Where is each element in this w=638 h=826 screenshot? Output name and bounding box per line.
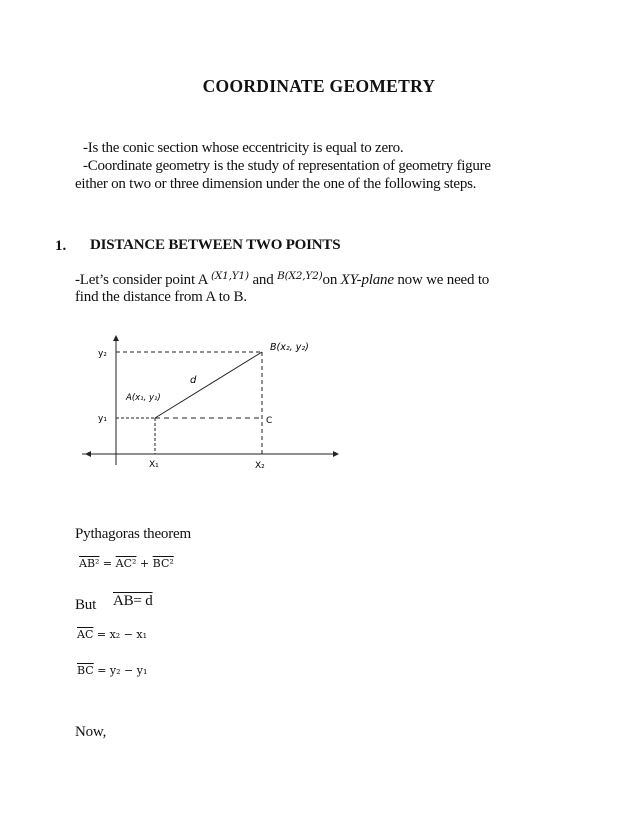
on-word: on [322, 272, 341, 288]
ab-equals-d [113, 593, 153, 610]
section-line-1 [75, 272, 489, 289]
eq1-plus: + [136, 557, 153, 570]
label-y2: y₂ [98, 349, 107, 359]
page-title: COORDINATE GEOMETRY [202, 76, 436, 96]
eq3-rest: = y₂ − y₁ [93, 664, 148, 677]
eq2-ac: $\overline{AC}$ [77, 628, 94, 641]
pythagoras-heading: Pythagoras theorem [75, 526, 191, 542]
eq1-bc: BC² [152, 557, 174, 570]
ab-equals-d-text: AB= d [113, 593, 153, 609]
and-word: and [248, 272, 278, 288]
now-text: Now, [75, 724, 107, 740]
distance-diagram [80, 330, 350, 475]
label-x1: X₁ [149, 460, 159, 470]
point-b-coords: B(X2,Y2) [277, 270, 323, 282]
intro-line-1: -Is the conic section whose eccentricity is equal to zero. [83, 140, 404, 156]
eq1-equals: = [99, 557, 116, 570]
eq1-ab: AB² [79, 557, 100, 570]
equation-pythagoras [79, 557, 174, 570]
intro-line-3: either on two or three dimension under the one of the following steps. [75, 176, 477, 192]
equation-ac [77, 628, 147, 641]
label-y1: y₁ [98, 414, 107, 424]
xy-plane: XY-plane [340, 272, 394, 288]
section-heading: DISTANCE BETWEEN TWO POINTS [90, 237, 341, 253]
segment-ab [155, 352, 262, 418]
but-word: But [75, 597, 97, 613]
label-x2: X₂ [255, 461, 265, 471]
eq3-bc: $\overline{BC}$ [77, 664, 94, 677]
label-point-b: B(x₂, y₂) [270, 342, 309, 353]
line1-prefix: -Let’s consider point A [75, 272, 212, 288]
eq1-ac: AC² [115, 557, 137, 570]
label-point-c: C [266, 416, 273, 426]
intro-line-2: -Coordinate geometry is the study of representation of geometry figure [83, 158, 491, 174]
line1-suffix: now we need to [393, 272, 490, 288]
equation-bc [77, 664, 147, 677]
section-number: 1. [55, 238, 67, 254]
point-a-coords: (X1,Y1) [211, 270, 249, 282]
section-line-2: find the distance from A to B. [75, 289, 247, 305]
label-point-a: A(x₁, y₁) [126, 393, 161, 403]
label-d: d [190, 375, 197, 386]
eq2-rest: = x₂ − x₁ [93, 628, 148, 641]
